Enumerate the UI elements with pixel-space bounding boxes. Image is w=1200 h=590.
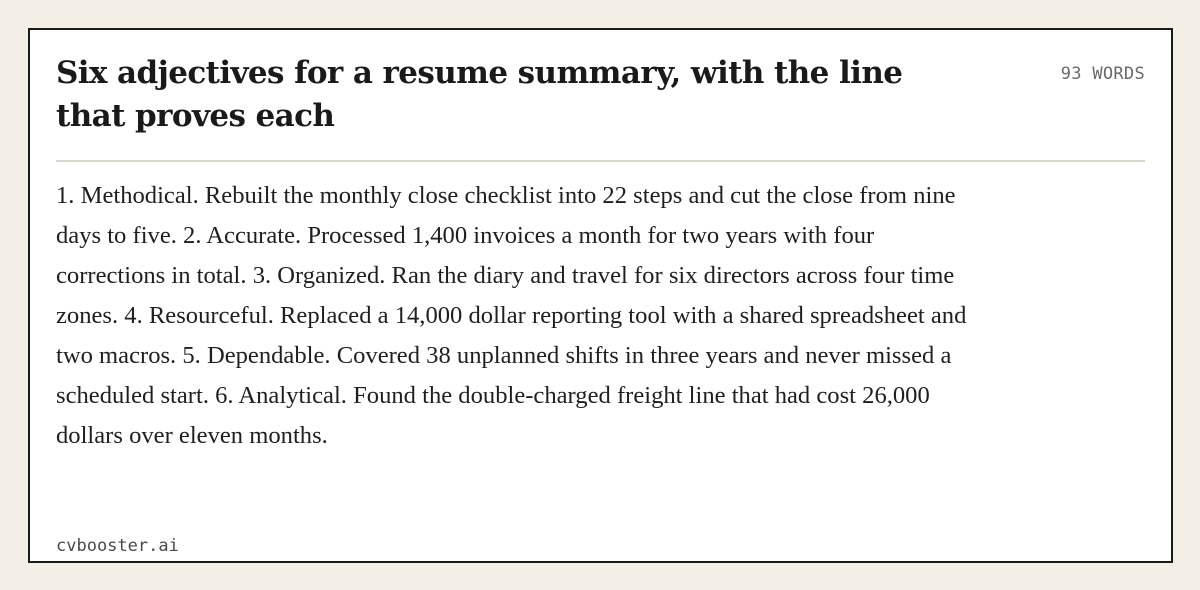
title-divider bbox=[56, 160, 1145, 162]
content-card bbox=[28, 28, 1173, 563]
body-text: 1. Methodical. Rebuilt the monthly close checklist into 22 steps and cut the close from nine days to five. 2. Accurate. Processed 1,400 invoices a month for two years with four corrections in total. 3. Organized. Ran the diary and travel for six directors across four time zones. 4. Resourceful. Replaced a 14,000 dollar reporting tool with a shared spreadsheet and two macros. 5. Dependable. Covered 38 unplanned shifts in three years and never missed a scheduled start. 6. Analytical. Found the double-charged freight line that had cost 26,000 dollars over eleven months. bbox=[56, 182, 967, 449]
page-title: Six adjectives for a resume summary, with the line that proves each bbox=[56, 55, 903, 134]
footer-brand: cvbooster.ai bbox=[56, 536, 179, 556]
word-count-label: 93 WORDS bbox=[1060, 64, 1145, 84]
